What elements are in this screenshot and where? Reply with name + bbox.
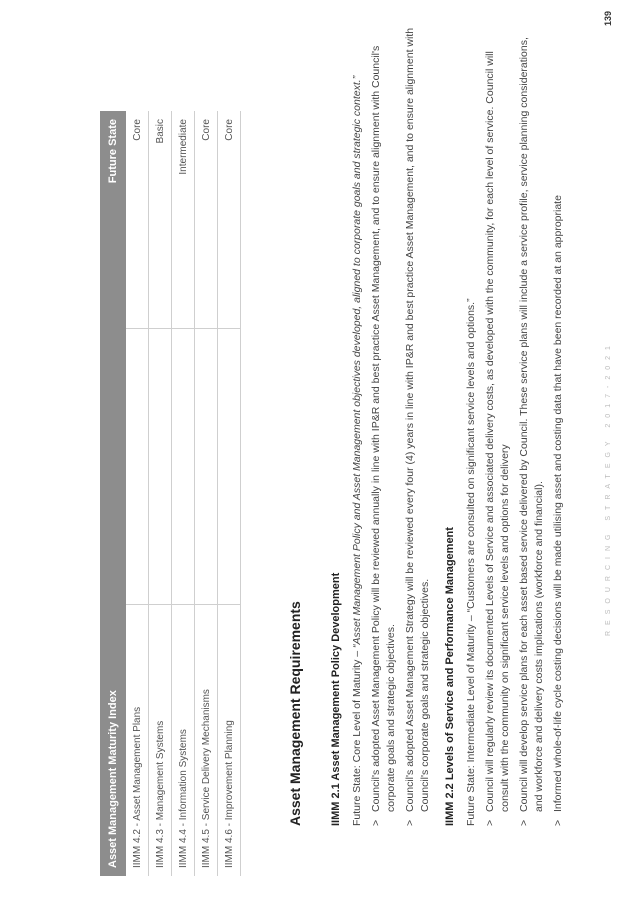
row-spacer bbox=[195, 329, 218, 605]
s21-future-prefix: Future State: Core Level of Maturity – bbox=[351, 648, 363, 826]
table-row bbox=[149, 111, 172, 876]
row-state: Core bbox=[195, 111, 218, 329]
table-row bbox=[172, 111, 195, 876]
row-spacer bbox=[172, 329, 195, 605]
page-number: 139 bbox=[603, 10, 613, 26]
s21-future-state bbox=[350, 26, 365, 826]
row-state: Core bbox=[218, 111, 241, 329]
row-label: IIMM 4.4 - Information Systems bbox=[172, 605, 195, 876]
section-title: Asset Management Requirements bbox=[287, 601, 303, 826]
s21-future-quote: “Asset Management Policy and Asset Management objectives developed, aligned to corporate goals and strategic context.” bbox=[351, 75, 363, 648]
row-label: IIMM 4.6 - Improvement Planning bbox=[218, 605, 241, 876]
row-spacer bbox=[218, 329, 241, 605]
s22-heading: IIMM 2.2 Levels of Service and Performance Management bbox=[444, 527, 456, 826]
row-spacer bbox=[149, 329, 172, 605]
row-label: IIMM 4.2 - Asset Management Plans bbox=[126, 605, 149, 876]
row-spacer bbox=[126, 329, 149, 605]
row-state: Basic bbox=[149, 111, 172, 329]
row-state: Core bbox=[126, 111, 149, 329]
requirements-content bbox=[288, 26, 576, 826]
s21-heading: IIMM 2.1 Asset Management Policy Development bbox=[330, 572, 342, 826]
header-future-state: Future State bbox=[100, 111, 126, 329]
list-item: > Council's adopted Asset Management Strategy will be reviewed every four (4) years in line with IP&R and best practice Asset Management, and to ensure alignment with Council's corporate goals and strategic objectives. bbox=[403, 26, 433, 826]
s21-bullets bbox=[369, 26, 433, 826]
table-header-row bbox=[100, 111, 126, 876]
row-state: Intermediate bbox=[172, 111, 195, 329]
header-blank bbox=[100, 329, 126, 605]
table-row bbox=[195, 111, 218, 876]
header-index: Asset Management Maturity Index bbox=[100, 605, 126, 876]
footer-text: RESOURCING STRATEGY 2017-2021 bbox=[605, 340, 612, 636]
table-row bbox=[218, 111, 241, 876]
row-label: IIMM 4.3 - Management Systems bbox=[149, 605, 172, 876]
list-item: > Council's adopted Asset Management Policy will be reviewed annually in line with IP&R and best practice Asset Management, and to ensure alignment with Council's corporate goals and strategic objectives. bbox=[369, 26, 399, 826]
s22-bullets bbox=[483, 26, 566, 826]
s22-future-state: Future State: Intermediate Level of Maturity – “Customers are consulted on significant service levels and options.” bbox=[465, 298, 477, 826]
list-item: > Council will regularly review its documented Levels of Service and associated delivery costs, as developed with the community, for each level of service. Council will consult with the community on significant service levels and options for delivery bbox=[483, 26, 513, 826]
table-row bbox=[126, 111, 149, 876]
row-label: IIMM 4.5 - Service Delivery Mechanisms bbox=[195, 605, 218, 876]
maturity-index-table bbox=[100, 111, 241, 876]
list-item: > Informed whole-of-life cycle costing decisions will be made utilising asset and costing data that have been recorded at an appropriate bbox=[551, 26, 566, 826]
list-item: > Council will develop service plans for each asset based service delivered by Council. These service plans will include a service profile, service planning considerations, and workforce and delivery costs implications (workforce and financial). bbox=[517, 26, 547, 826]
